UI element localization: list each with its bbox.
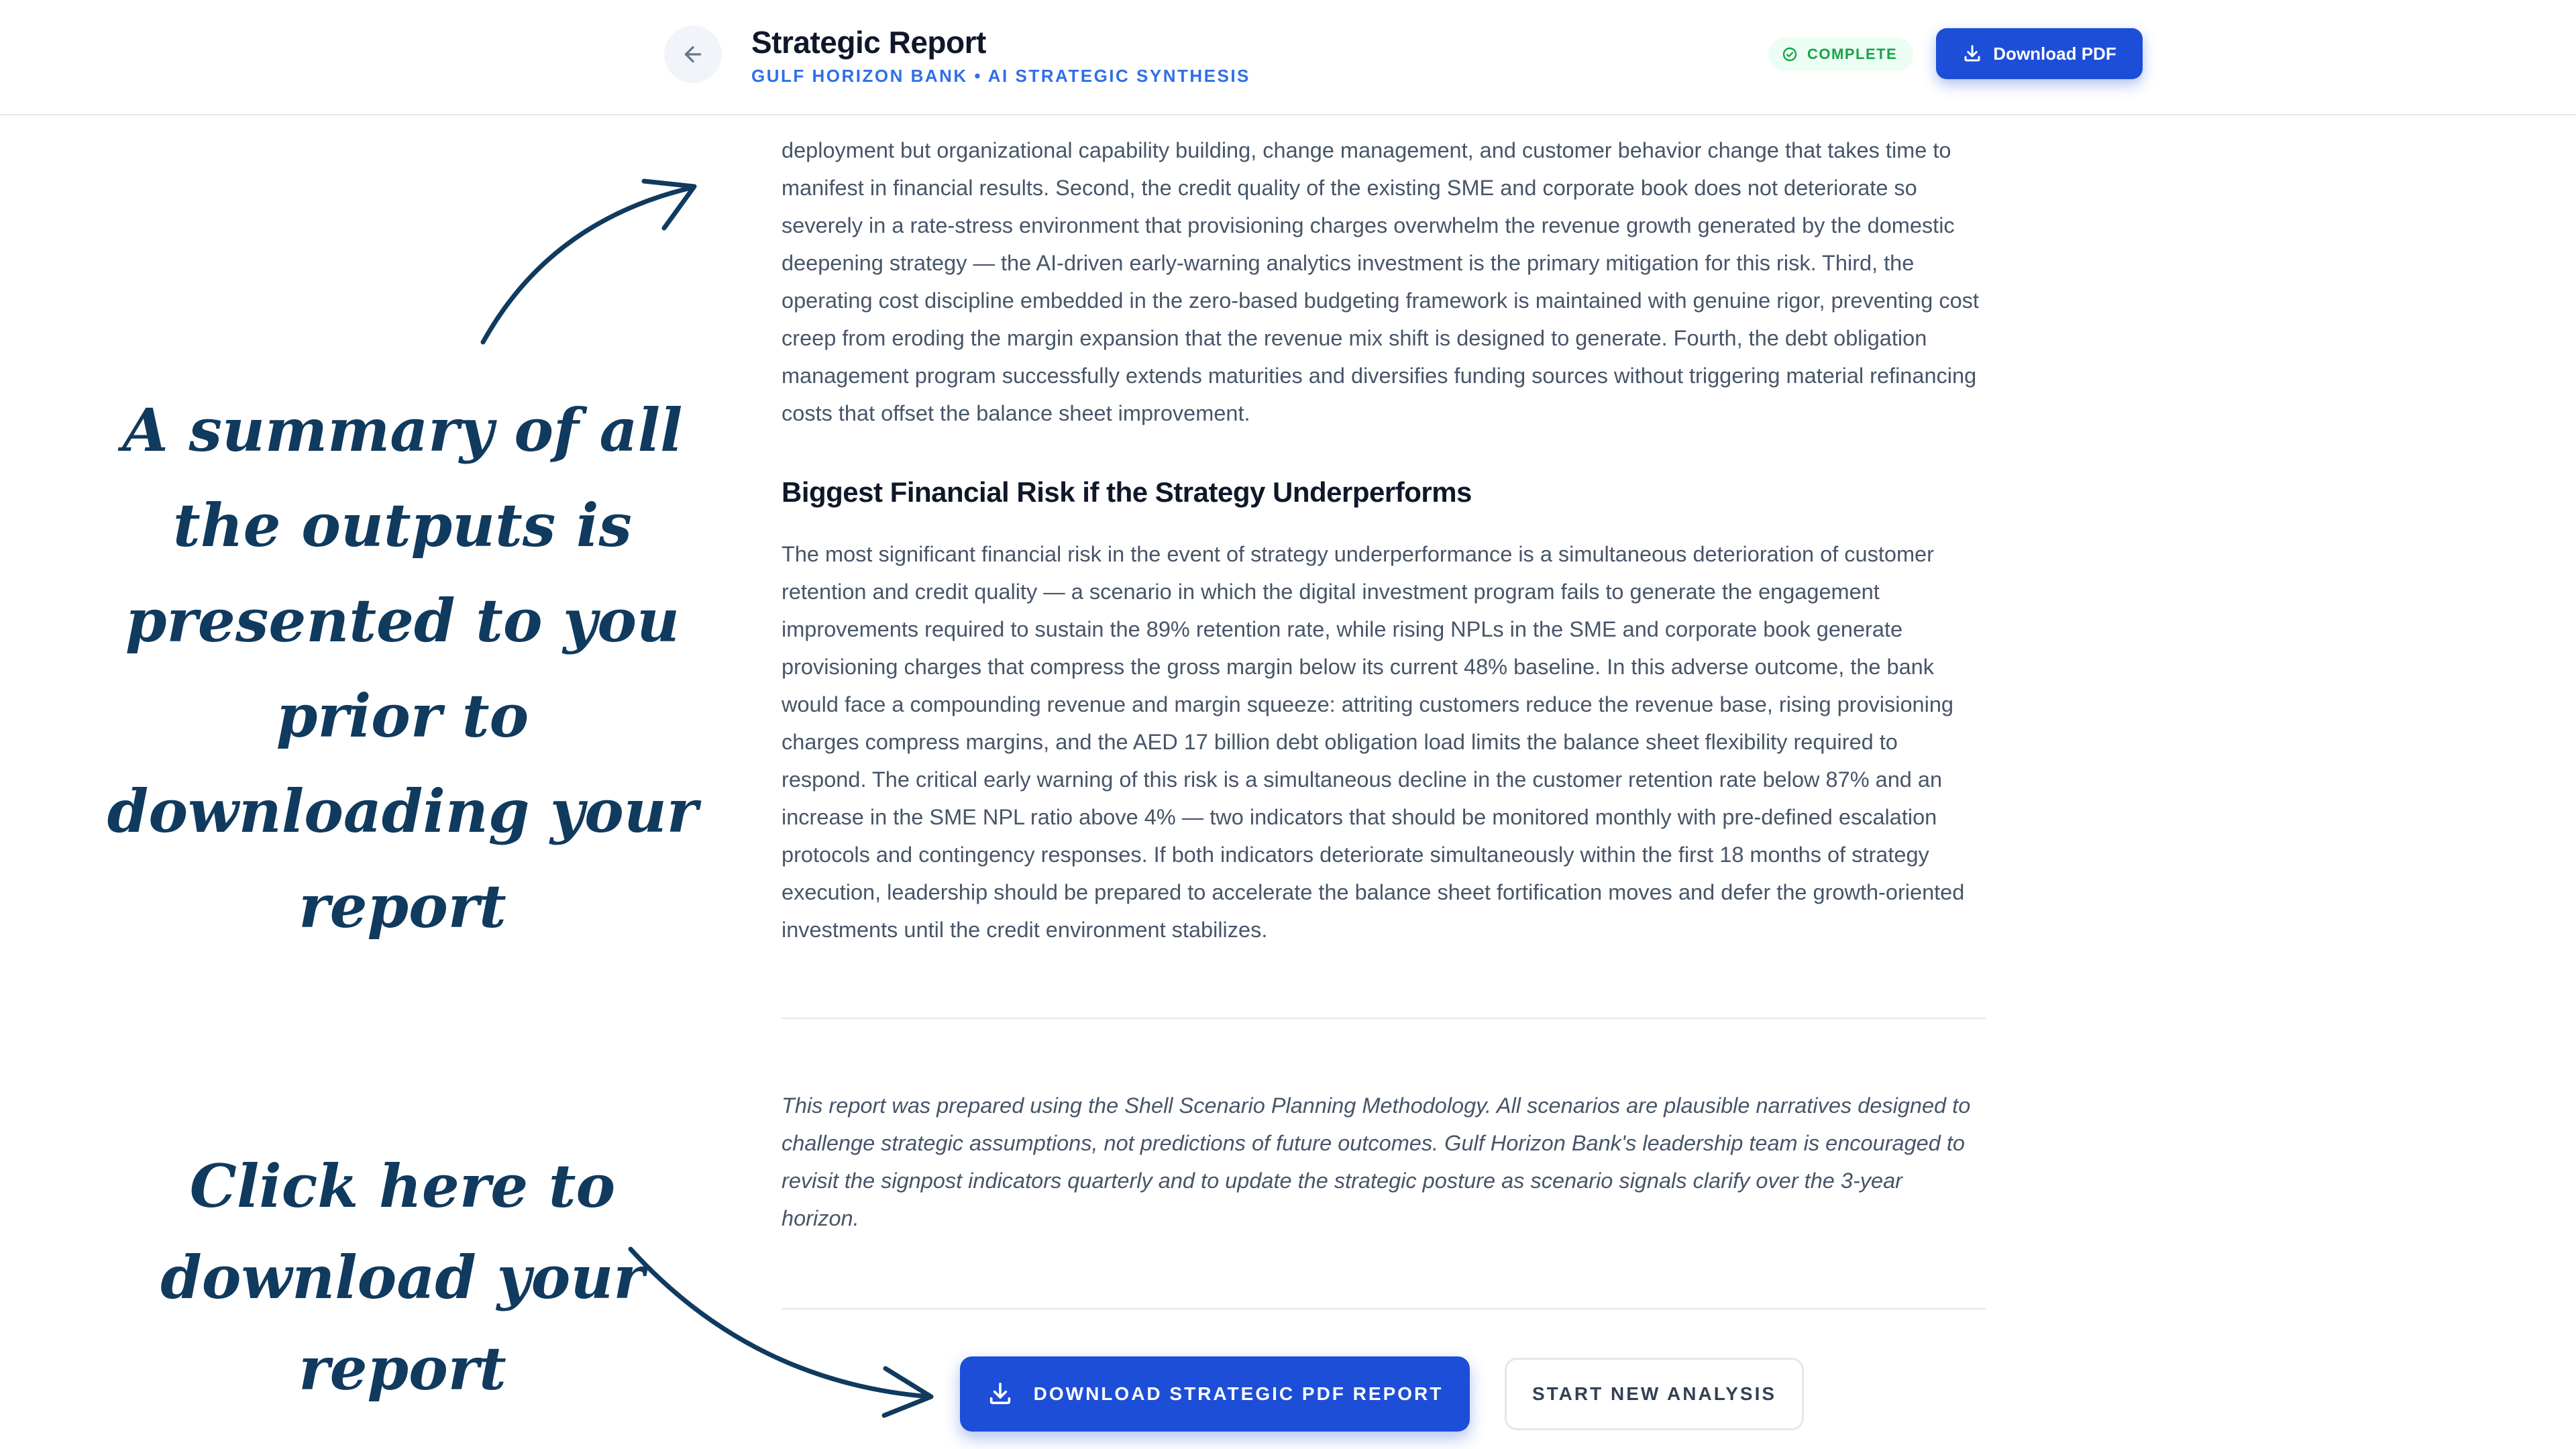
report-paragraph: The most significant financial risk in the event of strategy underperformance is a simultaneous deterioration of customer retention and credit quality — a scenario in which the digital investment program fails to generate the engagement improvements required to sustain the 89% retention rate, while rising NPLs in the SME and corporate book generate provisioning charges that compress the gross margin below its current 48% baseline. In this adverse outcome, the bank would face a compounding revenue and margin squeeze: attriting customers reduce the revenue base, rising provisioning charges compress margins, and the AED 17 billion debt obligation load limits the balance sheet flexibility required to respond. The critical early warning of this risk is a simultaneous decline in the customer retention rate below 87% and an increase in the SME NPL ratio above 4% — two indicators that should be monitored monthly with pre-defined escalation protocols and contingency responses. If both indicators deteriorate simultaneously within the first 18 months of strategy execution, leadership should be prepared to accelerate the balance sheet fortification moves and defer the growth-oriented investments until the credit environment stabilizes.	[782, 542, 1965, 942]
annotation-summary: A summary of all the outputs is presented to you prior to downloading your report	[107, 395, 698, 941]
arrow-right-icon	[631, 1249, 931, 1415]
report-paragraph: deployment but organizational capability building, change management, and customer behavior change that takes time to manifest in financial results. Second, the credit quality of the existing SME and corporate book does not deteriorate so severely in a rate-stress environment that provisioning charges overwhelm the revenue growth generated by the domestic deepening strategy — the AI-driven early-warning analytics investment is the primary mitigation for this risk. Third, the operating cost discipline embedded in the zero-based budgeting framework is maintained with genuine rigor, preventing cost creep from eroding the margin expansion that the revenue mix shift is designed to generate. Fourth, the debt obligation management program successfully extends maturities and diversifies funding sources without triggering material refinancing costs that offset the balance sheet improvement.	[782, 138, 1979, 425]
annotation-download: Click here to download your report	[160, 1151, 645, 1403]
page-title: Strategic Report	[751, 25, 986, 60]
page-subtitle: GULF HORIZON BANK • AI STRATEGIC SYNTHESIS	[751, 66, 1250, 86]
arrow-up-icon	[483, 181, 694, 342]
download-strategic-report-label: DOWNLOAD STRATEGIC PDF REPORT	[1033, 1383, 1444, 1404]
report-disclaimer: This report was prepared using the Shell Scenario Planning Methodology. All scenarios are plausible narratives designed to challenge strategic assumptions, not predictions of future outcomes. Gulf Horizon Bank's leadership team is encouraged to revisit the signpost indicators quarterly and to update the strategic posture as scenario signals clarify over the 3-year horizon.	[782, 1093, 1971, 1230]
status-badge-label: COMPLETE	[1807, 46, 1898, 62]
download-pdf-label: Download PDF	[1993, 43, 2116, 64]
start-new-analysis-label: START NEW ANALYSIS	[1532, 1383, 1777, 1404]
section-heading: Biggest Financial Risk if the Strategy Underperforms	[782, 476, 1472, 508]
